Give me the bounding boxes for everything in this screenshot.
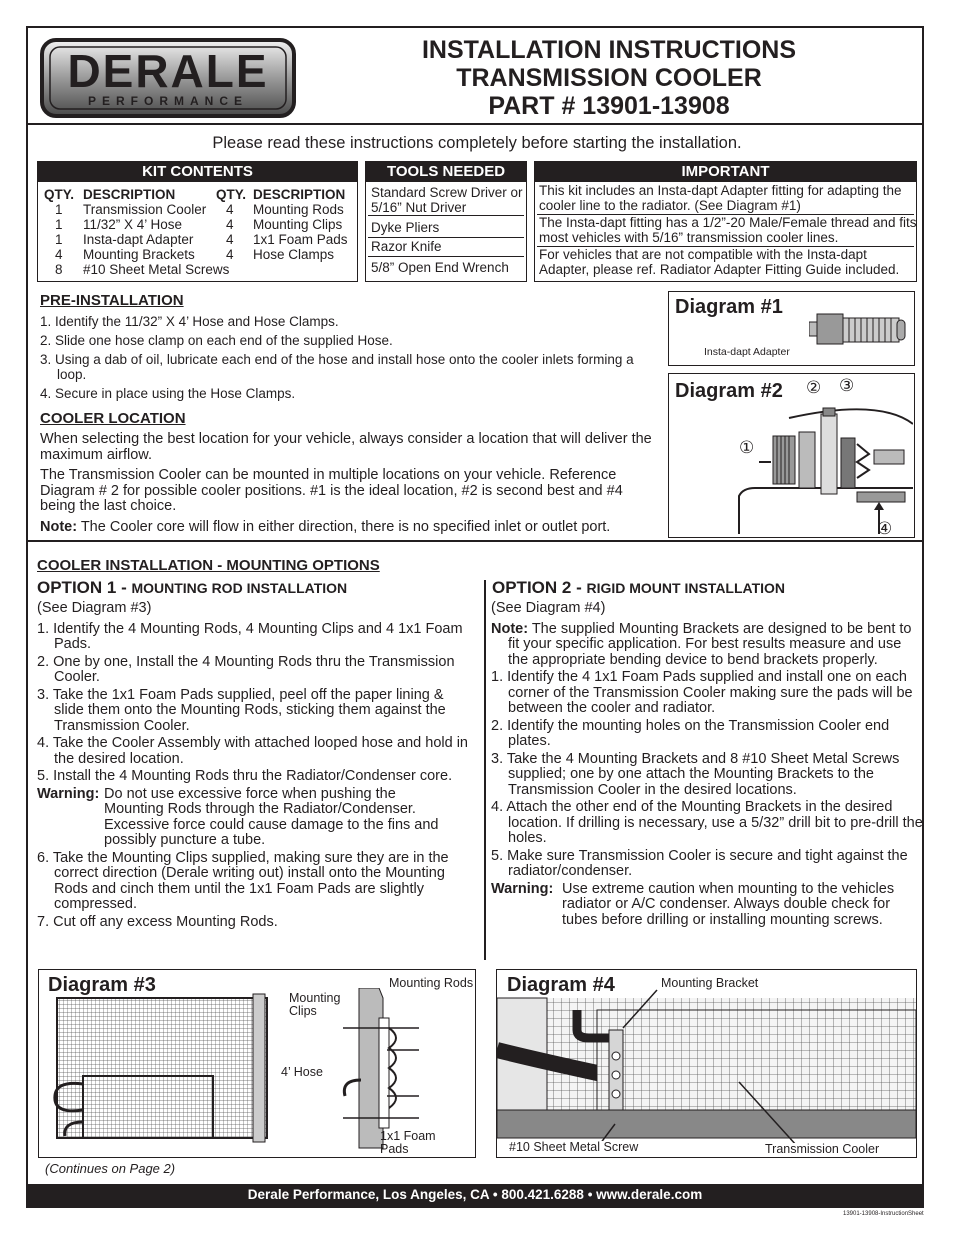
step: 5. Install the 4 Mounting Rods thru the Radiator/Condenser core.	[37, 768, 453, 784]
kit-qty-header-2: QTY.	[216, 187, 247, 202]
cooler-location-para1: When selecting the best location for your vehicle, always consider a location that will deliver the maximum airflow.	[40, 431, 652, 463]
option-2-see: (See Diagram #4)	[491, 600, 606, 616]
marker-1: ①	[739, 438, 755, 457]
tools-needed-box	[365, 161, 527, 282]
label-mounting-clips: Mounting Clips	[289, 991, 341, 1018]
option-1-body	[37, 601, 477, 932]
continues-note: (Continues on Page 2)	[45, 1161, 176, 1176]
option-1-see: (See Diagram #3)	[37, 600, 152, 616]
cooler-location-note	[40, 520, 670, 536]
kit-qty: 1	[55, 232, 63, 247]
option-2-warning	[491, 882, 923, 929]
label-foam-pads: 1x1 Foam Pads	[380, 1129, 436, 1156]
kit-qty-header: QTY.	[44, 187, 75, 202]
step: 3. Take the 4 Mounting Brackets and 8 #10 Sheet Metal Screws supplied; one by one attach the Mounting Brackets to the Transmission Cooler in the desired locations.	[491, 750, 900, 798]
marker-3: ③	[839, 376, 855, 395]
kit-desc: 11/32” X 4’ Hose	[83, 217, 183, 232]
note-text: The Cooler core will flow in either direction, there is no specified inlet or outlet port.	[77, 519, 611, 535]
note-label: Note:	[40, 519, 78, 535]
title-line-1: INSTALLATION INSTRUCTIONS	[421, 36, 797, 64]
page-title	[350, 36, 868, 120]
kit-desc: 1x1 Foam Pads	[253, 232, 348, 247]
kit-desc: Mounting Clips	[253, 217, 343, 232]
kit-qty: 1	[55, 202, 63, 217]
logo-wordmark: DERALE	[67, 45, 269, 97]
kit-qty: 1	[55, 217, 63, 232]
diagram-1-caption: Insta-dapt Adapter	[704, 346, 790, 358]
step: 1. Identify the 4 1x1 Foam Pads supplied and install one on each corner of the Transmission Cooler making sure the pads will be between the cooler and radiator.	[491, 669, 913, 716]
step: 4. Attach the other end of the Mounting Brackets in the desired location. If drilling is necessary, use a 5/32” drill bit to pre-drill the holes.	[491, 799, 923, 846]
diagram-2-title: Diagram #2	[675, 380, 783, 402]
tool-item: 5/8” Open End Wrench	[371, 260, 509, 275]
kit-qty: 4	[55, 247, 63, 262]
tool-item: Razor Knife	[371, 239, 442, 254]
tool-item: Standard Screw Driver or 5/16” Nut Driver	[371, 185, 523, 215]
kit-desc-header-2: DESCRIPTION	[253, 187, 346, 202]
divider	[368, 237, 524, 238]
kit-desc: Hose Clamps	[253, 247, 335, 262]
diagram-4	[496, 969, 917, 1158]
divider	[368, 215, 524, 216]
mounting-options-heading: COOLER INSTALLATION - MOUNTING OPTIONS	[37, 557, 380, 574]
step: 4. Secure in place using the Hose Clamps.	[40, 386, 296, 401]
kit-desc: Mounting Rods	[253, 202, 344, 217]
rigid-mount-illustration	[497, 970, 916, 1157]
option-2-note	[491, 622, 923, 669]
step: 4. Take the Cooler Assembly with attached looped hose and hold in the desired location.	[37, 735, 468, 767]
cooler-position-illustration	[729, 404, 913, 538]
kit-contents-box	[37, 161, 358, 282]
kit-qty: 8	[55, 262, 63, 277]
kit-qty: 4	[226, 202, 234, 217]
section-divider	[28, 540, 922, 542]
important-box	[534, 161, 917, 282]
label-mounting-bracket: Mounting Bracket	[661, 976, 759, 990]
kit-qty: 4	[226, 232, 234, 247]
derale-logo	[40, 38, 296, 118]
kit-qty: 4	[226, 217, 234, 232]
label-hose: 4’ Hose	[281, 1065, 323, 1079]
label-transmission-cooler: Transmission Cooler	[765, 1142, 880, 1156]
pre-installation-steps	[40, 314, 660, 403]
important-item: This kit includes an Insta-dapt Adapter fitting for adapting the cooler line to the radiator. (See Diagram #1)	[539, 183, 902, 213]
kit-desc: Transmission Cooler	[83, 202, 207, 217]
note-label: Note:	[491, 620, 529, 637]
step: 2. Identify the mounting holes on the Transmission Cooler end plates.	[491, 717, 890, 749]
option-2-prefix: OPTION 2 -	[492, 578, 587, 597]
diagram-4-title: Diagram #4	[507, 974, 615, 996]
warning-label: Warning:	[491, 880, 554, 897]
kit-desc: Mounting Brackets	[83, 247, 195, 262]
option-1-prefix: OPTION 1 -	[37, 578, 132, 597]
kit-qty: 4	[226, 247, 234, 262]
option-1-heading	[37, 578, 347, 598]
important-heading: IMPORTANT	[535, 162, 916, 182]
step: 1. Identify the 11/32” X 4’ Hose and Hose Clamps.	[40, 314, 339, 329]
adapter-illustration	[809, 310, 909, 350]
step: 2. Slide one hose clamp on each end of the supplied Hose.	[40, 333, 393, 348]
cooler-location-para2: The Transmission Cooler can be mounted in multiple locations on your vehicle. Reference Diagram # 2 for possible cooler positions. #1 is the ideal location, #2 is second best and #4 being the last choice.	[40, 467, 623, 514]
step: 1. Identify the 4 Mounting Rods, 4 Mounting Clips and 4 1x1 Foam Pads.	[37, 620, 463, 652]
warning-text: Do not use excessive force when pushing the Mounting Rods through the Radiator/Condenser. Excessive force could cause damage to the fins and possibly puncture a tube.	[104, 785, 439, 848]
option-2-title: RIGID MOUNT INSTALLATION	[586, 580, 786, 596]
intro-text: Please read these instructions completely before starting the installation.	[212, 134, 742, 152]
warning-label: Warning:	[37, 785, 100, 802]
kit-desc: Insta-dapt Adapter	[83, 232, 194, 247]
header-divider	[28, 123, 922, 125]
step: 7. Cut off any excess Mounting Rods.	[37, 913, 278, 930]
label-mounting-rods: Mounting Rods	[389, 976, 474, 990]
kit-desc-header: DESCRIPTION	[83, 187, 176, 202]
diagram-2	[668, 373, 915, 538]
marker-2: ②	[806, 378, 822, 397]
kit-contents-heading: KIT CONTENTS	[38, 162, 357, 182]
kit-desc: #10 Sheet Metal Screws	[83, 262, 230, 277]
diagram-3	[38, 969, 476, 1158]
logo-subtitle: PERFORMANCE	[87, 94, 248, 108]
step: 3. Using a dab of oil, lubricate each end of the hose and install hose onto the cooler inlets forming a loop.	[40, 352, 634, 382]
step: 3. Take the 1x1 Foam Pads supplied, peel off the paper lining & slide them onto the Mounting Rods, sticking them against the Transmission Cooler.	[37, 686, 446, 734]
footer-contact: Derale Performance, Los Angeles, CA • 800.421.6288 • www.derale.com	[28, 1184, 922, 1206]
column-divider	[484, 580, 486, 960]
tool-item: Dyke Pliers	[371, 220, 440, 235]
important-item: The Insta-dapt fitting has a 1/2”-20 Male/Female thread and fits most vehicles with 5/16” transmission cooler lines.	[539, 215, 917, 245]
option-2-body	[491, 601, 923, 928]
cooler-location-heading: COOLER LOCATION	[40, 410, 186, 427]
diagram-3-title: Diagram #3	[48, 974, 156, 996]
title-line-3: PART # 13901-13908	[488, 92, 730, 120]
title-line-2: TRANSMISSION COOLER	[456, 64, 762, 92]
marker-4: ④	[877, 519, 893, 538]
note-text: The supplied Mounting Brackets are designed to be bent to fit your specific application. For best results measure and use the appropriate bending device to bend brackets properly.	[508, 620, 912, 668]
label-sheet-metal-screw: #10 Sheet Metal Screw	[509, 1140, 639, 1154]
step: 6. Take the Mounting Clips supplied, making sure they are in the correct direction (Derale writing out) install onto the Mounting Rods and cinch them until the 1x1 Foam Pads are slightly compressed.	[37, 849, 449, 912]
warning-text: Use extreme caution when mounting to the vehicles radiator or A/C condenser. Always double check for tubes before drilling or installing mounting screws.	[562, 880, 895, 928]
important-item: For vehicles that are not compatible with the Insta-dapt Adapter, please ref. Radiator Adapter Fitting Guide included.	[539, 247, 900, 277]
option-1-warning	[37, 787, 477, 849]
document-code: 13901-13908-InstructionSheet	[843, 1211, 924, 1217]
divider	[368, 256, 524, 257]
option-1-title: MOUNTING ROD INSTALLATION	[131, 580, 348, 596]
option-2-heading	[492, 578, 785, 598]
diagram-1-title: Diagram #1	[675, 296, 783, 318]
diagram-1	[668, 291, 915, 366]
step: 5. Make sure Transmission Cooler is secure and tight against the radiator/condenser.	[491, 847, 908, 879]
pre-installation-heading: PRE-INSTALLATION	[40, 292, 184, 309]
tools-needed-heading: TOOLS NEEDED	[366, 162, 526, 182]
step: 2. One by one, Install the 4 Mounting Rods thru the Transmission Cooler.	[37, 653, 455, 685]
